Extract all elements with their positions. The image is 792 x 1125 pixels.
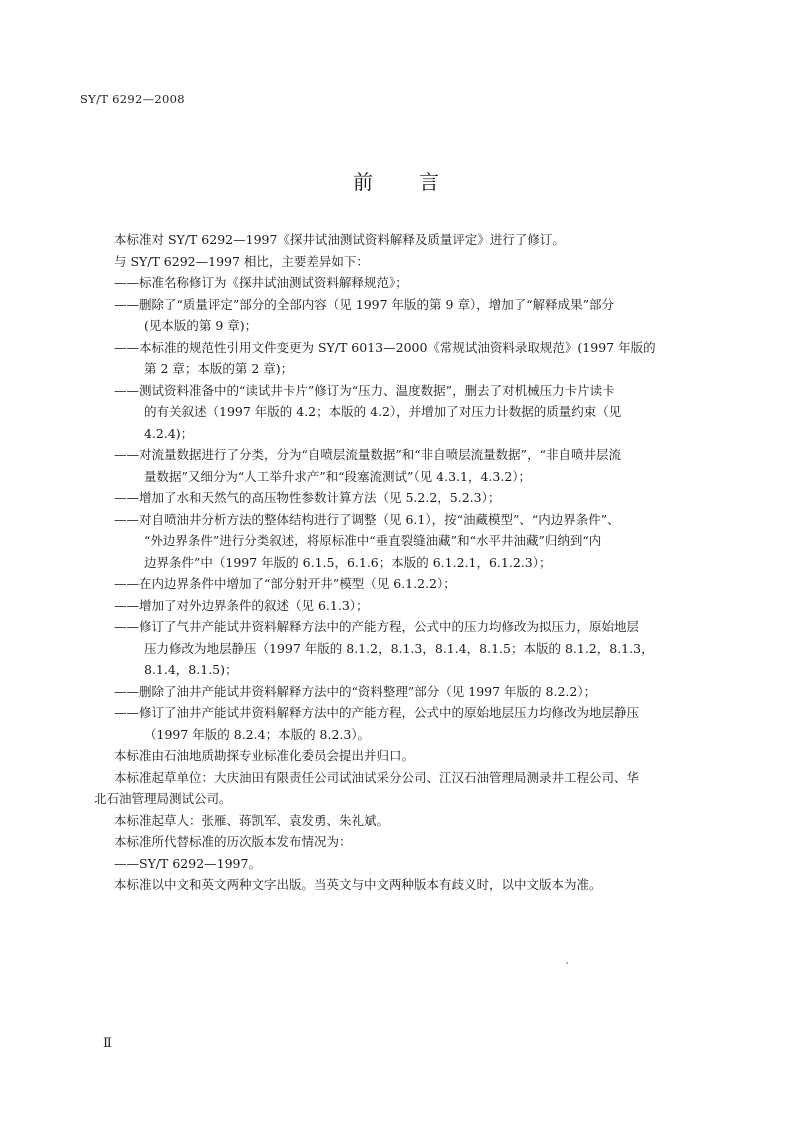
list-item: ——在内边界条件中增加了“部分射开井”模型（见 6.1.2.2）； [114, 576, 456, 591]
paragraph-previous-editions: 本标准所代替标准的历次版本发布情况为： [114, 834, 352, 849]
page-title: 前言 [353, 170, 485, 194]
standard-code: SY/T 6292—2008 [80, 92, 185, 106]
list-item: ——标准名称修订为《探井试油测试资料解释规范》； [114, 275, 408, 290]
page-number: Ⅱ [103, 1036, 112, 1051]
list-item: ——SY/T 6292—1997。 [114, 855, 261, 871]
list-item-continuation: 边界条件”中（1997 年版的 6.1.5，6.1.6；本版的 6.1.2.1，6.1.2.3）； [144, 554, 552, 570]
list-item-continuation: 压力修改为地层静压（1997 年版的 8.1.2，8.1.3，8.1.4，8.1.5；本版的 8.1.2，8.1.3， [144, 640, 654, 656]
list-item-continuation: 的有关叙述（1997 年版的 4.2；本版的 4.2），并增加了对压力计数据的质量约束（见 [144, 404, 622, 419]
list-item: ——删除了“质量评定”部分的全部内容（见 1997 年版的第 9 章），增加了“解释成果”部分 [114, 296, 614, 312]
paragraph-differences: 与 SY/T 6292—1997 相比，主要差异如下： [114, 253, 369, 269]
list-item-continuation: 8.1.4，8.1.5)； [144, 662, 238, 677]
list-item: ——修订了油井产能试井资料解释方法中的产能方程，公式中的原始地层压力均修改为地层静压 [114, 705, 640, 720]
list-item: ——删除了油井产能试井资料解释方法中的“资料整理”部分（见 1997 年版的 8.2.2）； [114, 683, 597, 699]
list-item: ——测试资料准备中的“读试井卡片”修订为“压力、温度数据”，删去了对机械压力卡片读卡 [114, 382, 615, 398]
list-item-continuation: 量数据”又细分为“人工举升求产”和“段塞流测试”（见 4.3.1，4.3.2）； [144, 468, 532, 484]
list-item: ——本标准的规范性引用文件变更为 SY/T 6013—2000《常规试油资料录取规范》(1997 年版的 [114, 339, 656, 355]
paragraph-proposer: 本标准由石油地质勘探专业标准化委员会提出并归口。 [114, 748, 415, 763]
paragraph-drafting-units-continuation: 北石油管理局测试公司。 [94, 791, 232, 806]
paragraph-intro: 本标准对 SY/T 6292—1997《探井试油测试资料解释及质量评定》进行了修订。 [114, 232, 565, 247]
list-item-continuation: 第 2 章；本版的第 2 章)； [144, 361, 294, 376]
list-item-continuation: (见本版的第 9 章)； [144, 318, 258, 333]
paragraph-drafters: 本标准起草人：张雁、蒋凯军、袁发勇、朱礼斌。 [114, 812, 390, 828]
paragraph-language: 本标准以中文和英文两种文字出版。当英文与中文两种版本有歧义时，以中文版本为准。 [114, 877, 602, 892]
list-item: ——修订了气井产能试井资料解释方法中的产能方程，公式中的压力均修改为拟压力，原始地层 [114, 619, 640, 634]
list-item-continuation: （1997 年版的 8.2.4；本版的 8.2.3）。 [144, 726, 371, 742]
list-item: ——对自喷油井分析方法的整体结构进行了调整（见 6.1），按“油藏模型”、“内边界条件”、 [114, 511, 620, 527]
list-item: ——增加了对外边界条件的叙述（见 6.1.3）； [114, 597, 369, 613]
list-item: ——对流量数据进行了分类，分为“自喷层流量数据”和“非自喷层流量数据”，“非自喷井层流 [114, 447, 621, 462]
paragraph-drafting-units: 本标准起草单位：大庆油田有限责任公司试油试采分公司、江汉石油管理局测录井工程公司、华 [114, 769, 640, 785]
list-item-continuation: “外边界条件”进行分类叙述，将原标准中“垂直裂缝油藏”和“水平井油藏”归纳到“内 [144, 533, 602, 548]
scan-speck [566, 962, 568, 964]
preface-body [94, 229, 714, 896]
list-item-continuation: 4.2.4)； [144, 425, 194, 441]
list-item: ——增加了水和天然气的高压物性参数计算方法（见 5.2.2，5.2.3）； [114, 490, 501, 505]
